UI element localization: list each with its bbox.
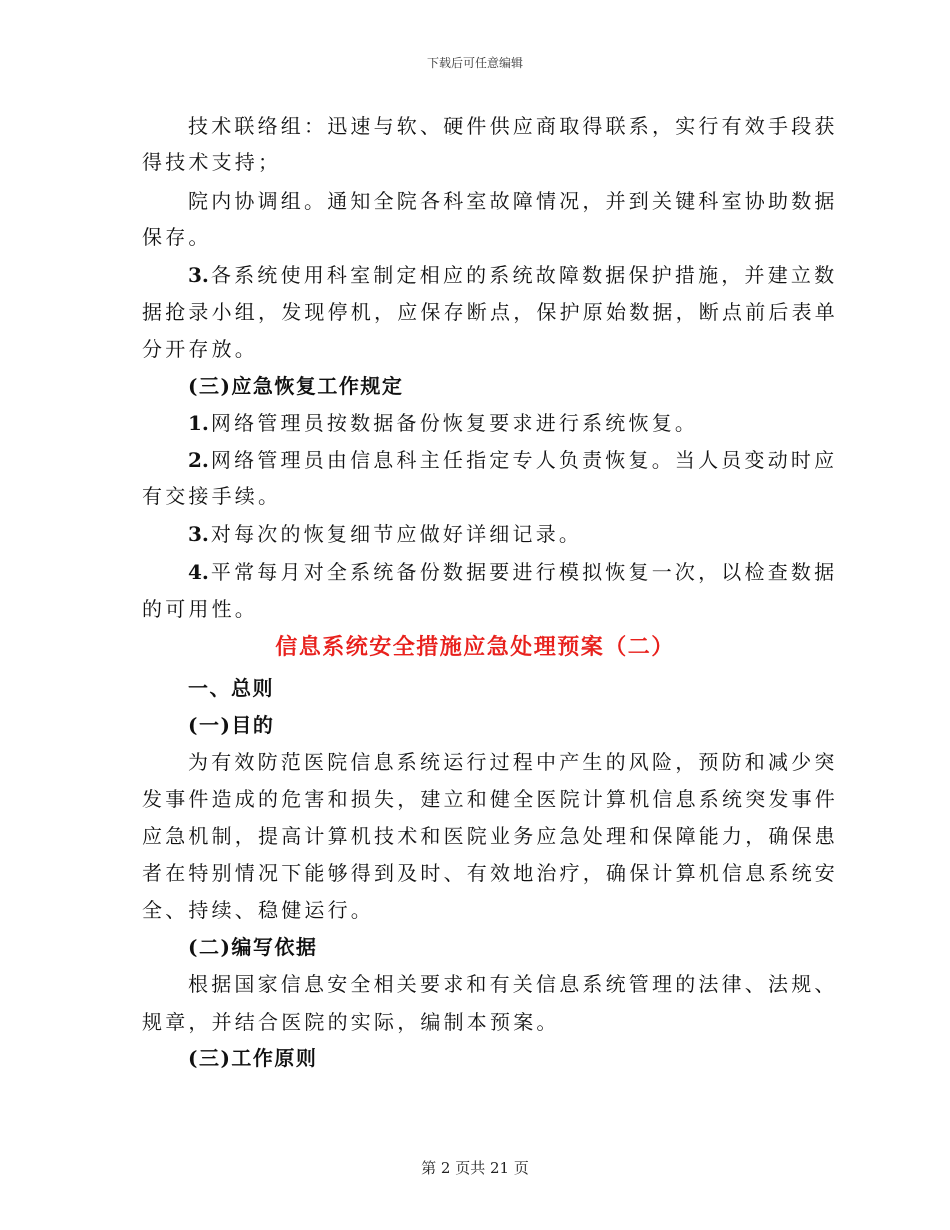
body-line: 得技术支持； <box>142 150 282 174</box>
list-number: 1. <box>188 411 209 435</box>
section-heading: (一)目的 <box>188 713 275 737</box>
list-text: 平常每月对全系统备份数据要进行模拟恢复一次，以检查数据 <box>210 560 838 584</box>
document-title: 信息系统安全措施应急处理预案（二） <box>275 634 675 660</box>
body-line: 规章，并结合医院的实际，编制本预案。 <box>142 1010 560 1034</box>
list-item <box>188 560 837 584</box>
body-line: 发事件造成的危害和损失，建立和健全医院计算机信息系统突发事件 <box>142 787 838 811</box>
body-line: 保存。 <box>142 225 212 249</box>
list-item <box>188 263 837 287</box>
section-heading: (三)工作原则 <box>188 1046 318 1070</box>
body-line: 根据国家信息安全相关要求和有关信息系统管理的法律、法规、 <box>188 972 838 996</box>
body-line: 分开存放。 <box>142 337 258 361</box>
list-item <box>188 448 837 472</box>
list-number: 3. <box>188 263 209 287</box>
list-text: 各系统使用科室制定相应的系统故障数据保护措施，并建立数 <box>210 263 838 287</box>
list-text: 网络管理员按数据备份恢复要求进行系统恢复。 <box>210 411 699 435</box>
list-number: 2. <box>188 448 209 472</box>
section-heading: (三)应急恢复工作规定 <box>188 374 404 398</box>
list-item <box>188 522 582 546</box>
body-line: 为有效防范医院信息系统运行过程中产生的风险，预防和减少突 <box>188 750 838 774</box>
list-item <box>188 411 698 435</box>
body-line: 据抢录小组，发现停机，应保存断点，保护原始数据，断点前后表单 <box>142 300 838 324</box>
section-heading: (二)编写依据 <box>188 935 318 959</box>
list-number: 3. <box>188 522 209 546</box>
body-line: 有交接手续。 <box>142 484 282 508</box>
list-text: 网络管理员由信息科主任指定专人负责恢复。当人员变动时应 <box>210 448 838 472</box>
body-line: 院内协调组。通知全院各科室故障情况，并到关键科室协助数据 <box>188 189 838 213</box>
section-heading: 一、总则 <box>188 676 274 700</box>
body-line: 技术联络组：迅速与软、硬件供应商取得联系，实行有效手段获 <box>188 114 838 138</box>
page-footer: 第 2 页共 21 页 <box>421 1159 529 1177</box>
body-line: 应急机制，提高计算机技术和医院业务应急处理和保障能力，确保患 <box>142 824 838 848</box>
list-number: 4. <box>188 560 209 584</box>
body-line: 者在特别情况下能够得到及时、有效地治疗，确保计算机信息系统安 <box>142 861 838 885</box>
body-line: 的可用性。 <box>142 597 258 621</box>
list-text: 对每次的恢复细节应做好详细记录。 <box>210 522 583 546</box>
body-line: 全、持续、稳健运行。 <box>142 898 374 922</box>
page-header: 下载后可任意编辑 <box>426 56 523 70</box>
